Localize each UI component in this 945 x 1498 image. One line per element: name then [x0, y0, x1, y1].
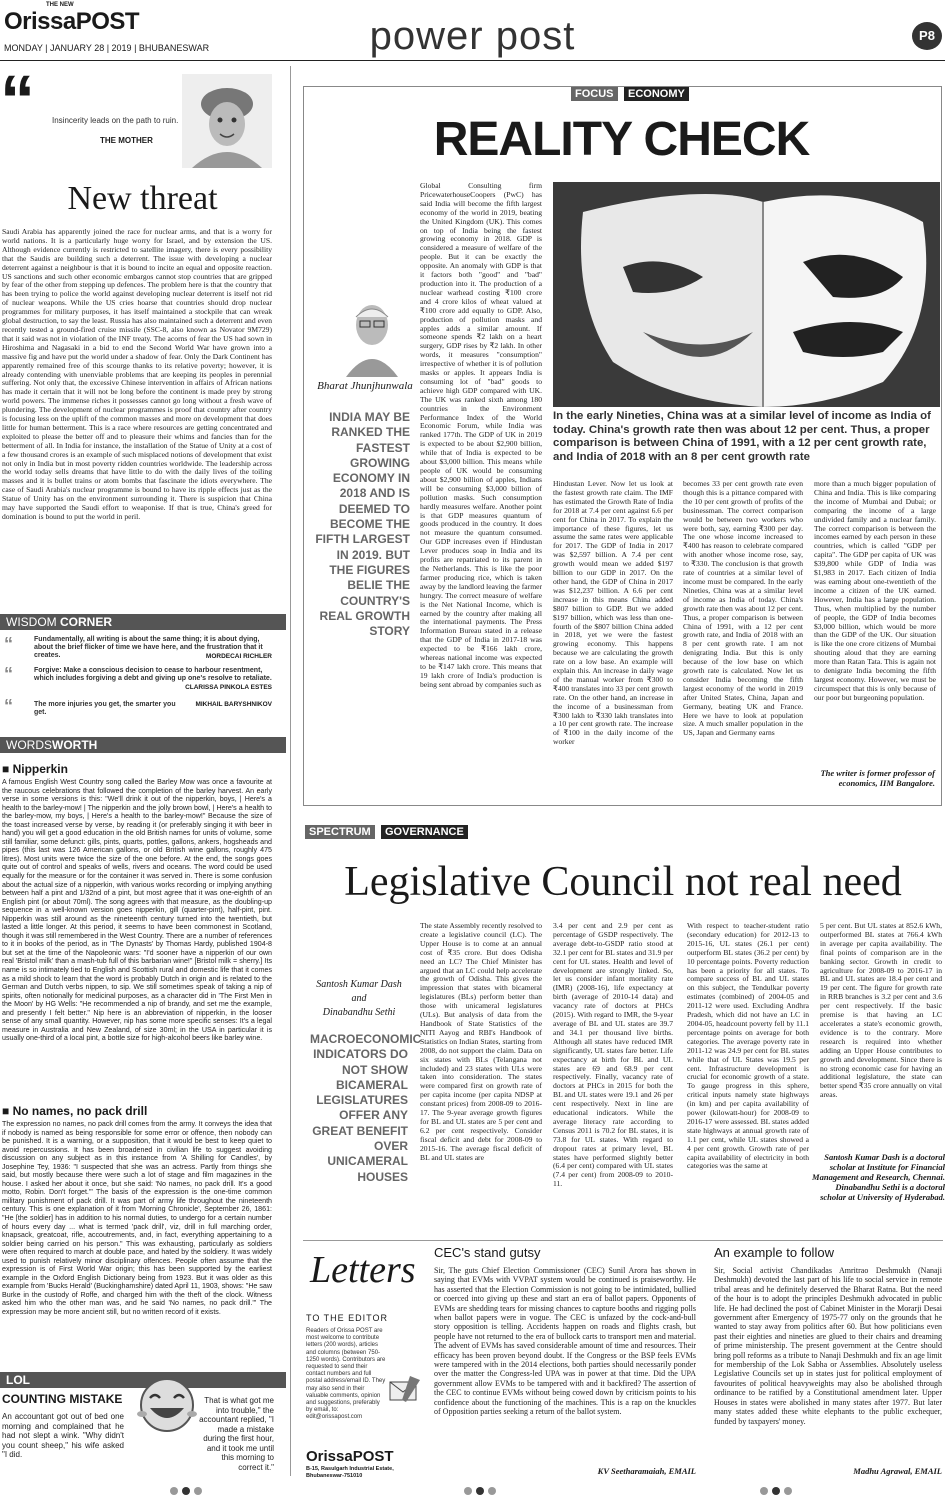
wisdom-author-1: MORDECAI RICHLER — [205, 653, 272, 660]
editorial-body: Saudi Arabia has apparently joined the race for nuclear arms, and that is a worry for world nations. It is a particularly huge worry for Israel, and by extension the US. Although evidence currently is restricted to satellite imagery, there is every possibility that the Saudis are building such a deterrent. The issue with developing a nuclear deterrent against a neighbour is that it is bound to incite an equal and opposite reaction. US sanctions and such other economic embargos cannot stop countries that are gripped by fear of the other from stepping up defences. The problem here is that the country that has been trying to police the world against developing nuclear deterrent is itself not rid of nuclear weapons. While the US cries hoarse that countries should drop nuclear programmes for military purposes, it has itself maintained a stockpile that can wreak global destruction, to say the least. Russia has also maintained such a deterrent and even recently tested a ground-fired cruise missile (SSC-8, also known as Novator 9M729) that it said was not in violation of the INF treaty. The acorns of fear the US had sown in Hiroshima and Nagasaki in a bid to end the Second World War have grown into a massive fig and have put the world under a shadow of fear. Only the Dark Continent has apparently remained free of this scourge thanks to its relative poverty; however, it is already contending with unenviable problems that are keeping its peoples in perennial suffering. Not only that, the excessive Chinese intervention in affairs of African nations has made it certain that it will not be long before the continent is made prey by strong world powers. The immense riches it possesses cannot go long without a fresh wave of plundering. The development of nuclear programmes is proof that country after country is focusing less on the uplift of the common masses and more on development that does little for human betterment. This is a race where resources are getting concentrated and exploited to please the better off and to pleasure their whims and fancies than for the betterment of all. In India for instance, the installation of the Statue of Unity at a cost of a few thousand crores is an example of such misplaced notions of development that exist not only in India but in most poverty ridden countries worldwide. The leadership across the world today sells dreams that have little to do with the daily lives of the toiling masses and it is bullet trains or atom bombs that fascinate the idiots everywhere. The case of Saudi Arabia's nuclear programme is bound to have its ripple effects just as the Statue of Unity has on the environment surrounding it. There is suspicion that China may have supported the Saudi effort to weaponise. If that is true, China's greed for domination is bound to put the world in peril. — [2, 227, 272, 521]
letter-2-signature: Madhu Agrawal, EMAIL — [853, 1466, 942, 1476]
governance-column-4: 5 per cent. But UL states at 852.6 kWh, outperformed BL states at 766.4 kWh in average per capita availability. The final points of comparison are in the banking sector. Growth in credit to agriculture for 2008-09 to 2016-17 in BL and UL states are 18.4 per cent and 19 per cent. The figure for growth rate in RRB branches is 3.2 per cent and 3.6 per cent respectively. If the basic premise is that having an LC accelerates a state's economic growth, evidence is to the contrary. More research is required into whether adding an Upper House contributes to growth and development. Since there is no strong economic case for having an additional legislature, the state can better spend ₹35 crore annually on vital areas. — [820, 921, 942, 1100]
section-divider — [303, 1240, 943, 1241]
nipperkin-body: A famous English West Country song called the Barley Mow was once a favourite at the raucous celebrations that followed the completion of the barley harvest. An early verse in some versions is this: "We'll drink it out of the nipperkin, boys, | Here's a health to the barley-mow! | The nipperkin and the jolly brown bowl, | Here's a health to the barley-mow, my boys, | Here's a health to the barley-mow!" Because the size of the toast increased verse by verse, by reading it (or preferably singing it with beer in hand) you will get a good education in the old British names for units of volume, some still familiar, some defunct: gills, pints, quarts, pottles, gallons, ankers, hogsheads and pipes (this last was 126 American gallons, or old British wine gallons, roughly 475 litres). Most units were twice the size of the one before. At the end, the songs goes quite out of control and speaks of wells, rivers and oceans. The word could be used equally for the measure or for the container it was served in. There is some confusion about the actual size of a nipperkin, with various works recording or implying anything between half a pint and 1/32nd of a pint, but most agree that it was one-eighth of an English pint (or about 70ml). The song agrees with that measure, as the doubling-up sequence in a well-known version goes nipperkin, gill (quarter-pint), half-pint, pint. Nipperkin was still around as the nineteenth century turned into the twentieth, but lasted a little longer. At this period, it seems to have been commonest in Scotland, though it was still remembered in the West Country. There are a number of references to it in books of the period, as in 'The Dynasts' by Thomas Hardy, published 1904-8 but set at the time of the Napoleonic wars: "I'd sooner have a nipperkin of our own real 'Bristol milk' than a mash-tub full of this barbarian wine!" [Bristol milk = sherry.] Its name is so intimately tied to English and Scottish rural and domestic life that it comes as a mild shock to learn that the word is probably Dutch in origin and is related to the German and Dutch verbs nippen, to sip. We still sometimes speak of taking a nip of spirits, often notionally for medicinal purposes, as a character did in 'The First Men in the Moon' by HG Wells: "He recommended a nip of brandy, and set me the example, and presently I felt better." Nip here is an abbreviation of nipperkin, in the looser sense of any small quantity. However, nip has some more specific senses: It's a legal measure in Australia and New Zealand, of size 30ml; in the USA in particular it is usually one-third of a local pint, a bottle size for high-alcohol beers like barley wine. — [2, 778, 272, 1043]
economy-column-2: Hindustan Lever. Now let us look at the fastest growth rate claim. The IMF has estimated the Growth Rate of India for 2018 at 7.4 per cent against 6.6 per cent for China in 2017. To explain the importance of these figures, let us assume the same rates were applicable for 2017. The GDP of India in 2017 was $2,597 billion. A 7.4 per cent growth would mean we added $197 billion to our GDP in 2017. On the other hand, the GDP of China in 2017 was $12,237 billion. A 6.6 per cent increase in this means China added $807 billion to GDP. But we added $197 billion, which was less than one-fourth of the $807 billion China added in 2018, yet we were the fastest growing economy. This happens because we are calculating the growth rate on a low base. An example will explain this. An increase in daily wage of the manual worker from ₹300 to ₹400 translates into 33 per cent growth rate. On the other hand, an increase in the income of a businessman from ₹300 lakh to ₹330 lakh translates into a 10 per cent growth rate. The increase of ₹100 in the daily income of the worker — [553, 479, 673, 747]
wisdom-corner-header — [0, 614, 286, 630]
economy-byline: The writer is former professor of economics, IIM Bangalore. — [820, 768, 935, 788]
pen-envelope-icon — [388, 1372, 422, 1406]
column-divider — [290, 66, 291, 1476]
words-head-b: WORTH — [52, 738, 98, 752]
letters-address: B-15, Rasulgarh Industrial Estate, Bhubaneswar-751010 — [306, 1466, 394, 1479]
author-portrait — [336, 297, 408, 377]
section-title: power post — [369, 14, 576, 58]
tag-governance: GOVERNANCE — [381, 825, 468, 839]
quote-icon: “ — [4, 664, 13, 684]
quote-mark-icon: “ — [0, 61, 35, 139]
wisdom-quote-1: Fundamentally, all writing is about the same thing; it is about dying, about the brief flicker of time we have here, and the frustration that it creates. — [34, 636, 263, 659]
footer-dot — [182, 1487, 190, 1495]
footer-dot — [476, 1487, 484, 1495]
page-number-badge: P8 — [912, 22, 942, 50]
author-name: Bharat Jhunjhunwala — [317, 380, 413, 392]
mask-photo — [553, 182, 940, 407]
letter-1-body: Sir, The guts Chief Election Commissioner (CEC) Sunil Arora has shown in saying that EVMs with VVPAT system would be continued is praiseworthy. He has asserted that the Election Commission is not going to be intimidated, bullied or coerced into giving up these and start an era of ballot papers. Opponents of EVMs are shedding tears for missing chances to capture booths and rigging polls when ballot papers were in vogue. The CEC is unfazed by the cock-and-bull story opposition is telling. Accidents happen on roads and flights crash, but people have not returned to the era of bullock carts to transport men and material. The advent of EVMs has saved considerable amount of time and resources. Their efficacy has been proven beyond doubt. If the Congress or the BSP feels EVMs were tampered with in the 2014 elections, both parties should necessarily ponder over the matter the Congress-led UPA was in power at that time. Did the UPA government allow EVMs to be tampered with and it backfired? The assertion of the CEC to continue EVMs without being cowed down by criticism points to his confidence about the functioning of the machines. This is a rap on the knuckles of Opposition parties seeking a return of the ballot system. — [434, 1266, 696, 1417]
governance-column-3: With respect to teacher-student ratio (secondary education) for 2012-13 to 2015-16, UL states (26.1 per cent) outperform BL states (36.2 per cent) by 10 percentage points. Poverty reduction has been a priority for all states. To compare success of BL and UL states on this subject, the Tendulkar poverty estimates (combined) of 2004-05 and 2011-12 were used. Excluding Andhra Pradesh, which did not have an LC in 2004-05, headcount poverty fell by 11.1 percentage points on average for both categories. The average poverty rate in 2011-12 was 24.9 per cent for BL states while that of UL States was 19.5 per cent. Infrastructure development is crucial for economic growth of a state. To gauge progress in this sphere, critical inputs namely state highways (in km) and per capita availability of power (kilowatt-hour) for 2008-09 to 2016-17 were assessed. BL states added state highways at annual growth rate of 1.1 per cent, while UL states showed a 4 per cent growth. Growth rate of per capita availability of electricity in both categories was the same at — [687, 921, 809, 1171]
wisdom-author-3: MIKHAIL BARYSHNIKOV — [195, 701, 272, 708]
editorial-title: New threat — [67, 180, 218, 217]
letter-1-signature: KV Seetharamaiah, EMAIL — [597, 1466, 696, 1476]
tag-focus: FOCUS — [571, 87, 618, 101]
letter-1-title: CEC's stand gutsy — [434, 1245, 541, 1260]
masthead — [0, 0, 945, 61]
wisdom-head-b: CORNER — [60, 615, 113, 629]
wisdom-author-2: CLARISSA PINKOLA ESTES — [185, 684, 272, 691]
dateline: MONDAY | JANUARY 28 | 2019 | BHUBANESWAR — [4, 43, 210, 53]
footer-dot — [464, 1487, 472, 1495]
nipperkin-title: ■ Nipperkin — [2, 762, 68, 776]
letters-note: Readers of Orissa POST are most welcome to contribute letters (200 words), articles and columns (between 750-1250 words). Contributors are requested to send their contact numbers and full postal address/email ID. They may also send in their valuable comments, opinion and suggestions, preferably by email, to: edit@orissapost.com — [306, 1328, 386, 1421]
economy-pull-quote: INDIA MAY BE RANKED THE FASTEST GROWING ECONOMY IN 2018 AND IS DEEMED TO BECOME THE FIFTH LARGEST IN 2019. BUT THE FIGURES BELIE THE COUNTRY'S REAL GROWTH STORY — [315, 410, 410, 639]
quote-author: THE MOTHER — [100, 136, 153, 145]
quote-icon: “ — [4, 634, 13, 654]
tag-spectrum: SPECTRUM — [305, 825, 375, 839]
economy-column-4: more than a much bigger population of China and India. This is like comparing the income of Mumbai and Dubai; or comparing the income of a large undivided family and a nuclear family. The correct comparison is between the incomes earned by each person in these countries, which is called "GDP per capita". The GDP per capita of UK was $39,800 while GDP of India was $1,983 in 2017. Each citizen of India was earning about one-twentieth of the income a citizen of the UK earned. However, India has a large population. Thus, when multiplied by the number of people, the GDP of India becomes $3,000 billion, which would be more than the GDP of the UK. Our situation is like the one crore citizens of Mumbai shouting aloud that they are earning more than Ratan Tata. This is again not to denigrate India becoming the fifth largest economy. However, we must be circumspect that this is only because of our poor but burgeoning population. — [814, 479, 936, 702]
no-names-body: The expression no names, no pack drill comes from the army. It conveys the idea that if nobody is named as being responsible for some error or offence, then nobody can be punished. It is a warning, or a supposition, that it would be best to keep quiet to avoid repercussions. It has been broadened in civilian life to suggest avoiding discussion on any subject as in this instance from 'A Shilling for Candles', by Josephine Tey, 1936: "I suspected that she was an actress. Partly from things she said, but mostly because there were such a lot of stage and film magazines in the house. I asked her about it once, but she said: 'No names, no pack drill. It's a good motto, Robin. Don't forget.'" The basis of the expression is the one-time common military punishment of pack drill. It was part of army life throughout the nineteenth century. This is one explanation of it from 'Morning Chronicle', September 26, 1861: "He [the soldier] has in addition to his normal duties, to undergo for a certain number of hours every day ... what is termed 'pack drill', viz, drill in full marching order, knapsack, greatcoat, rifle, accoutrements, and, in fact, everything appertaining to a soldier being carried on his person." This was exhausting, particularly as soldiers were often required to march at double pace, and hated by the soldiery. It was widely used to punish relatively minor disciplinary offences. People often assume that the expression is of First World War origin; this has been supported by the earliest example in the Oxford English Dictionary being from 1923. But it was older as this example from 'Bucks Herald' (Buckinghamshire) dated April 11, 1903, shows: "He saw Burke in the custody of Roffe, and charged him with the theft of the clock. Witness asked him who the other man was, and he said 'No names, no pack drill.'" The expression may be more ancient still, but no written record of it exists. — [2, 1120, 272, 1317]
wordsworth-header — [0, 737, 286, 753]
wisdom-quote-3: The more injuries you get, the smarter you get. — [34, 701, 176, 716]
brand-logo: OrissaPOST — [4, 8, 140, 35]
governance-pull-quote: MACROECONOMIC INDICATORS DO NOT SHOW BICAMERAL LEGISLATURES OFFER ANY GREAT BENEFIT OVER UNICAMERAL HOUSES — [310, 1032, 422, 1184]
governance-title: Legislative Council not real need — [344, 859, 902, 905]
wisdom-head-a: WISDOM — [6, 615, 60, 629]
governance-column-2: 3.4 per cent and 2.9 per cent as percentage of GSDP respectively. The average debt-to-GSDP ratio stood at 32.1 per cent for BL states and 31.9 per cent for UL states. Health and level of development are strongly linked. So, let us consider infant mortality rate (IMR) (2008-16), life expectancy at birth (average of 2010-14 data) and vacancy rate of doctors at PHCs (2015). With regard to IMR, the 9-year average of BL and UL states are 39.7 and 34.1 per thousand live births. Although all states have reduced IMR significantly, UL states fare better. Life expectancy at birth for BL and UL states are 69 and 68.9 per cent respectively. Finally, vacancy rate of doctors at PHCs in 2015 for both the BL and UL states were 19.1 and 26 per cent respectively. Next in line are educational indicators. While the average literacy rate according to Census 2011 is 70.2 for BL states, it is 73.8 for UL states. With regard to dropout rates at primary level, BL states have performed slightly better (6.4 per cent) compared with UL states (7.4 per cent) from 2008-09 to 2010-11. — [553, 921, 673, 1189]
lol-punchline: That is what got me into trouble," the accountant replied, "I made a mistake during the first hour, and it took me until this morning to correct it." — [199, 1396, 274, 1472]
tag-economy: ECONOMY — [624, 87, 689, 101]
governance-authors: Santosh Kumar Dash and Dinabandhu Sethi — [316, 979, 402, 1018]
quote-text: Insincerity leads on the path to ruin. — [52, 116, 179, 125]
footer-dot — [772, 1487, 780, 1495]
footer-dot — [784, 1487, 792, 1495]
wisdom-quote-2: Forgive: Make a conscious decision to cease to harbour resentment, which includes forgiving a debt and giving up one's resolve to retaliate. — [34, 667, 272, 682]
governance-byline: Santosh Kumar Dash is a doctoral scholar at Institute for Financial Management and Research, Chennai. Dinabandhu Sethi is a doctoral scholar at University of Hyderabad. — [812, 1152, 945, 1202]
no-names-title: ■ No names, no pack drill — [2, 1104, 148, 1118]
words-head-a: WORDS — [6, 738, 52, 752]
footer-dot — [194, 1487, 202, 1495]
lol-header: LOL — [0, 1372, 286, 1388]
laughing-emoji-icon — [128, 1374, 206, 1436]
photo-caption: In the early Nineties, China was at a similar level of income as India of today. China's growth rate then was about 12 per cent. Thus, a proper comparison is between China of 1991, with a 12 per cent growth rate, and India of 2018 with an 8 per cent growth rate — [553, 410, 931, 463]
the-mother-portrait — [182, 74, 272, 168]
economy-column-3: becomes 33 per cent growth rate even though this is a pittance compared with the 10 per cent growth of profits of the businessman. The correct comparison would be between two workers who were both, say, earning ₹300 per day. The one whose income increased to ₹400 has reason to celebrate compared with another whose income rose, say, to ₹330. The conclusion is that growth rate of countries at a similar level of income must be compared. In the early Nineties, China was at a similar level of income as India of today. China's growth rate then was about 12 per cent. Thus, a proper comparison is between China of 1991, with a 12 per cent growth rate, and India of 2018 with an 8 per cent growth rate. I am not denigrating India. But this is only because of the low base on which growth rate is calculated. Now let us consider India becoming the fifth largest economy of the world in 2019 after United States, China, Japan and Germany, beating UK and France. Here we have to look at population size. A much smaller population in the US, Japan and Germany earns — [683, 479, 803, 738]
brand-small: THE NEW — [46, 2, 74, 8]
governance-column-1: The state Assembly recently resolved to create a legislative council (LC). The Upper House is to come at an annual cost of ₹35 crore. But does Odisha need an LC? The Chief Minister has argued that an LC could help accelerate the growth of Odisha. This gives the impression that states with bicameral legislatures (BLs) perform better than those with unicameral legislatures (ULs). But analysis of data from the Handbook of State Statistics of the NITI Aayog and RBI's Handbook of Statistics on Indian States, starting from 2008, do not support the claim. Data on six states with BLs (Telangana not included) and 23 states with ULs were taken into consideration. The states were compared first on growth rate of per capita income (per capita NDSP at constant prices) from 2008-09 to 2016-17. The 9-year average growth figures for BL and UL states are 5 per cent and 6.2 per cent respectively. Consider fiscal deficit and debt for 2008-09 to 2015-16. The average fiscal deficit of BL and UL states are — [420, 921, 542, 1162]
letters-brand: OrissaPOST — [306, 1448, 394, 1465]
footer-dot — [760, 1487, 768, 1495]
footer-dot — [170, 1487, 178, 1495]
lol-title: COUNTING MISTAKE — [2, 1392, 123, 1406]
letters-subtitle: TO THE EDITOR — [306, 1313, 389, 1323]
economy-title: REALITY CHECK — [433, 113, 810, 166]
letter-2-body: Sir, Social activist Chandikadas Amritrao Deshmukh (Nanaji Deshmukh) devoted the last part of his life to social service in remote tribal areas and he definitely deserved the Bharat Ratna. But the need of the hour is to adopt the principles Deshmukh advocated in public life. He had declined the post of Cabinet Minister in the Morarji Desai government after Emergency of 1975-77 only on the grounds that he wanted to stay away from politics after 60. But how politicians even past their eighties and nineties are glued to their chairs and dreaming of prime ministership. The present government at the Centre should bring poll reforms as a tribute to Nanaji Deshmukh and fix an age limit for membership of the Lok Sabha or Assemblies. Absolutely useless Legislative Councils set up in states just for political employment of favourites of political heavyweights may also be abolished through ordinance to be ratified by a Constitutional amendment later. Upper Houses in states were abolished in many states after 1977. But later many states added these white elephants to the public exchequer, funded by taxpayers' money. — [714, 1266, 942, 1426]
letter-2-title: An example to follow — [714, 1245, 834, 1260]
lol-body: An accountant got out of bed one morning and complained that he had not slept a wink. "Why didn't you count sheep," his wife asked "I did. — [2, 1412, 124, 1459]
quote-icon: “ — [4, 696, 13, 716]
footer-dot — [488, 1487, 496, 1495]
economy-column-1: Global Consulting firm PricewaterhouseCoopers (PwC) has said India will become the fifth largest economy of the world in 2019, beating the United Kingdom (UK). This comes on top of India being the fastest growing economy in 2018. GDP is considered a measure of welfare of the people. But it can be exactly the opposite. An anomaly with GDP is that it factors both "good" and "bad" production into it. The production of a nuclear warhead costing ₹100 crore and 4 crore kilos of wheat valued at ₹100 crore add equally to GDP. Also, production of pollution masks and apples adds a similar amount. If someone spends ₹2 lakh on a heart surgery, GDP rises by ₹2 lakh. In other words, it measures "consumption" irrespective of whether it is of pollution masks or apples. It appears India is consuming lot of "bad" goods to achieve high GDP compared with UK. The UK was ranked sixth among 180 countries in the Environment Performance Index of the World Economic Forum, while India was ranked 177th. The GDP of UK in 2019 is expected to be about $2,900 billion, while that of India is expected to be about $3,000 billion. This means while people of UK would be consuming about $2,900 billion of apples, Indians will be consuming $3,000 billion of pollution masks. Such consumption hardly measures welfare. Another point is that GDP measures quantum of goods produced in the country. It does not measure the quantum consumed. Our GDP increases even if Hindustan Lever produces soap in India and its profits are repatriated to its parent in the Netherlands. This is like the poor farmer producing rice, which is taken away by the landlord leaving the farmer hungry. The correct measure of welfare is the Net National Income, which is earned by the country after making all the international payments. The Press Information Bureau stated in a release that the GDP of India in 2017-18 was expected to be ₹166 lakh crore, whereas national income was expected to be ₹147 lakh crore. This means that 19 lakh crore of India's production is being sent abroad by companies such as — [420, 181, 542, 689]
letters-logo: Letters — [310, 1249, 416, 1291]
